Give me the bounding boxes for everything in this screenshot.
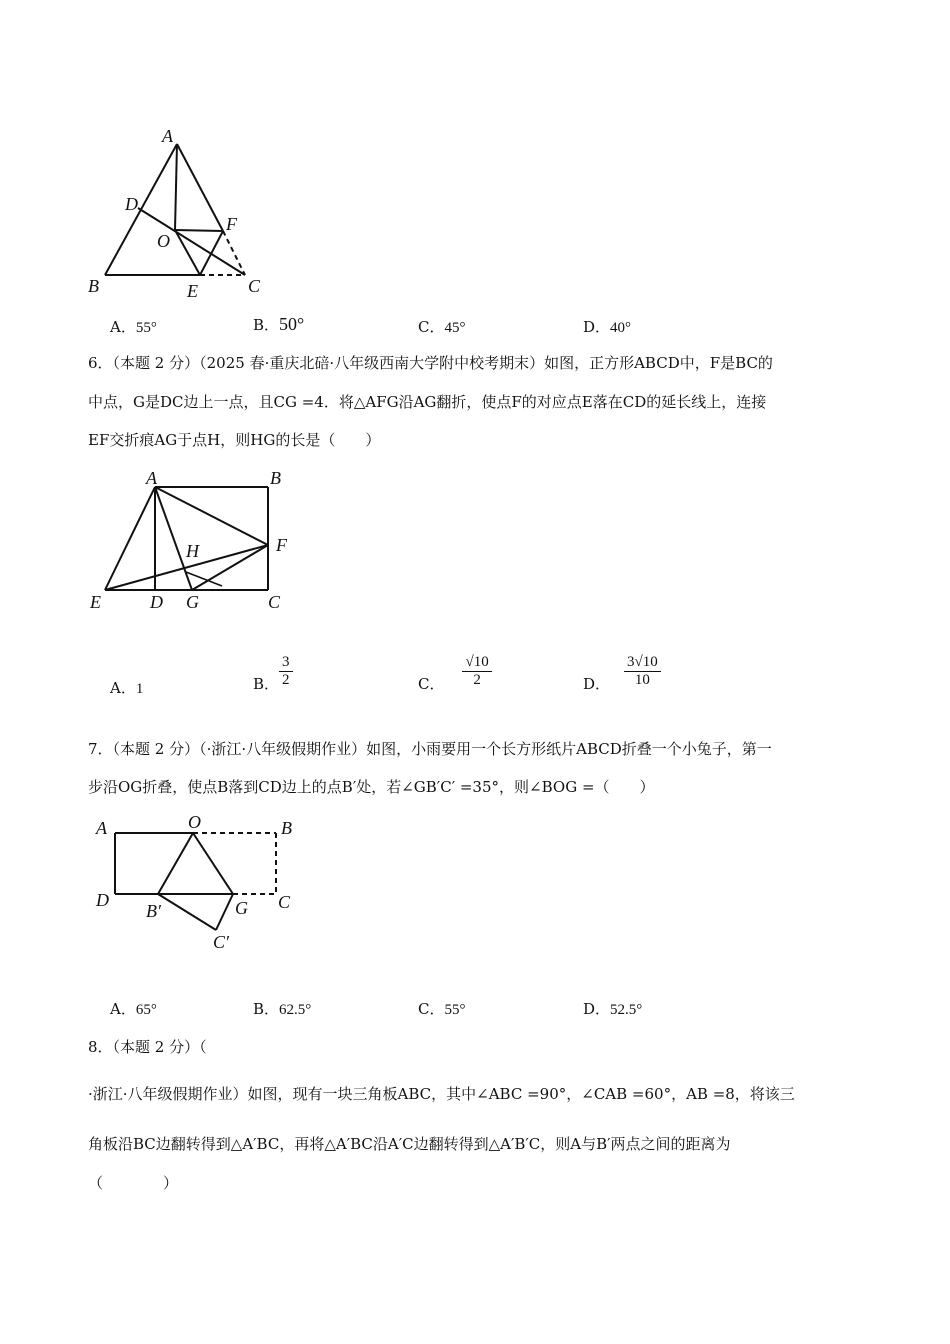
q7-option-b[interactable]: B．62.5° (253, 1000, 312, 1018)
q5-label-e: E (187, 281, 198, 301)
q7-line-2: 步沿OG折叠，使点B落到CD边上的点B′处，若∠GB′C′ =35°，则∠BOG =（ ） (88, 778, 655, 796)
q8-line-2: ·浙江·八年级假期作业）如图，现有一块三角板ABC，其中∠ABC =90°，∠CAB =60°，AB =8，将该三 (88, 1085, 795, 1103)
q5-label-a: A (162, 126, 173, 146)
q8-answer-blank: （ ） (88, 1174, 179, 1192)
q7-label-c: C (278, 892, 291, 912)
q7-figure (88, 808, 308, 963)
q6-label-h: H (186, 541, 199, 561)
q6-label-e: E (90, 592, 101, 612)
q7-option-a[interactable]: A．65° (110, 1000, 157, 1018)
q6-label-b: B (270, 468, 281, 488)
q5-option-a[interactable]: A．55° (110, 318, 157, 336)
q5-label-f: F (226, 214, 237, 234)
q5-label-c: C (248, 276, 261, 296)
q5-option-b[interactable]: B．50° (253, 314, 305, 334)
q6-option-c[interactable]: C． $\frac{√10}{2}$ (418, 654, 492, 689)
q7-option-c[interactable]: C．55° (418, 1000, 466, 1018)
q5-option-d[interactable]: D．40° (583, 318, 632, 336)
q6-figure (80, 462, 310, 622)
q5-label-d: D (125, 194, 138, 214)
q6-label-g: G (186, 592, 199, 612)
q5-label-b: B (88, 276, 99, 296)
q6-option-b[interactable]: B． $\frac{3}{2}$ (253, 654, 293, 689)
q5-figure (80, 120, 280, 305)
q7-label-d: D (96, 890, 109, 910)
q7-label-o: O (188, 812, 201, 832)
q6-line-2: 中点，G是DC边上一点，且CG =4．将△AFG沿AG翻折，使点F的对应点E落在CD的延长线上，连接 (88, 393, 767, 411)
q7-label-a: A (96, 818, 107, 838)
q6-label-f: F (276, 535, 287, 555)
q6-line-3: EF交折痕AG于点H，则HG的长是（ ） (88, 431, 381, 449)
q6-label-d: D (150, 592, 163, 612)
q6-label-a: A (146, 468, 157, 488)
q6-option-d[interactable]: D． $\frac{3√10}{10}$ (583, 654, 661, 689)
q5-option-c[interactable]: C．45° (418, 318, 466, 336)
q7-label-b-prime: B′ (146, 901, 161, 921)
q7-label-c-prime: C′ (213, 932, 229, 952)
q7-option-d[interactable]: D．52.5° (583, 1000, 643, 1018)
q6-label-c: C (268, 592, 281, 612)
q8-line-3: 角板沿BC边翻转得到△A′BC，再将△A′BC沿A′C边翻转得到△A′B′C，则A与B′两点之间的距离为 (88, 1135, 731, 1153)
q8-line-1: 8．（本题 2 分）（ (88, 1038, 207, 1056)
q6-option-a[interactable]: A．1 (110, 679, 144, 697)
q7-line-1: 7．（本题 2 分）（·浙江·八年级假期作业）如图，小雨要用一个长方形纸片ABCD折叠一个小兔子，第一 (88, 740, 772, 758)
q6-line-1: 6．（本题 2 分）（2025 春·重庆北碚·八年级西南大学附中校考期末）如图，正方形ABCD中，F是BC的 (88, 354, 773, 372)
q7-label-b: B (281, 818, 292, 838)
q5-label-o: O (157, 231, 170, 251)
q7-label-g: G (235, 898, 248, 918)
